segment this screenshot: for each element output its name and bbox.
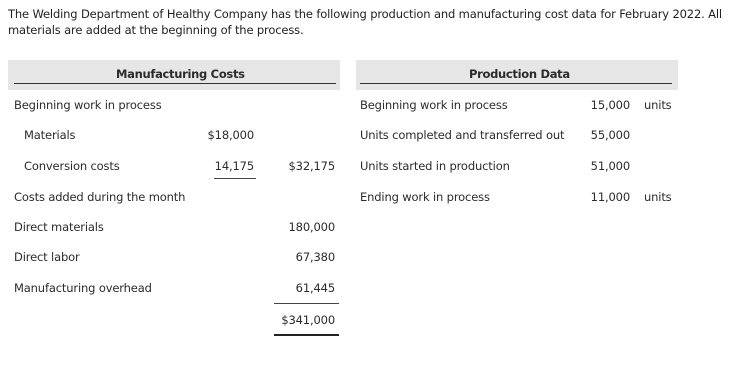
prod-completed-value: 55,000 (590, 128, 630, 142)
direct-labor-value: 67,380 (295, 250, 335, 264)
prod-started-label: Units started in production (360, 159, 510, 173)
conversion-costs-label: Conversion costs (24, 159, 120, 173)
production-header-rule (360, 83, 672, 84)
costs-header-rule (14, 83, 336, 84)
beginning-wip-total: $32,175 (288, 159, 335, 173)
prod-completed-label: Units completed and transferred out (360, 128, 565, 142)
production-header: Production Data (469, 67, 570, 81)
problem-statement: The Welding Department of Healthy Company has the following production and manufacturing cost data for February 2022. All materials are added at the beginning of the process. (8, 7, 722, 37)
manufacturing-overhead-value: 61,445 (295, 281, 335, 295)
prod-beginning-wip-label: Beginning work in process (360, 98, 508, 112)
materials-label: Materials (24, 128, 76, 142)
manufacturing-overhead-label: Manufacturing overhead (14, 281, 152, 295)
prod-beginning-wip-unit: units (644, 98, 672, 112)
costs-header: Manufacturing Costs (116, 67, 245, 81)
costs-added-label: Costs added during the month (14, 190, 186, 204)
overhead-underline (274, 303, 339, 304)
direct-labor-label: Direct labor (14, 250, 80, 264)
grand-total-double-underline (274, 334, 339, 336)
conversion-underline (214, 178, 256, 179)
prod-started-value: 51,000 (590, 159, 630, 173)
grand-total: $341,000 (281, 313, 335, 327)
prod-ending-wip-unit: units (644, 190, 672, 204)
beginning-wip-label: Beginning work in process (14, 98, 162, 112)
prod-ending-wip-label: Ending work in process (360, 190, 490, 204)
direct-materials-value: 180,000 (288, 220, 335, 234)
prod-beginning-wip-value: 15,000 (590, 98, 630, 112)
materials-value: $18,000 (207, 128, 254, 142)
prod-ending-wip-value: 11,000 (590, 190, 630, 204)
conversion-costs-value: 14,175 (214, 159, 254, 173)
direct-materials-label: Direct materials (14, 220, 104, 234)
